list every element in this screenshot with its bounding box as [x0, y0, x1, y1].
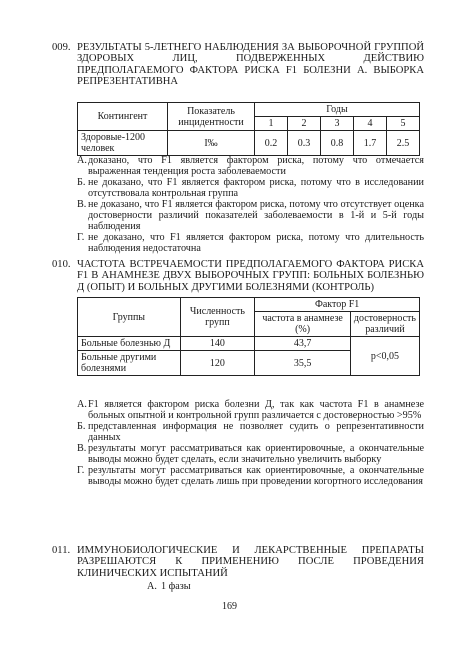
- option-text: не доказано, что F1 является фактором риска, потому что в исследовании отсутствовала контрольная группа: [88, 177, 424, 199]
- year-cell: 3: [321, 117, 354, 131]
- header-count: Численность групп: [180, 298, 255, 337]
- row-indicator: I‰: [168, 131, 255, 156]
- option-text: представленная информация не позволяет судить о репрезентативности данных: [88, 421, 424, 443]
- answers-009: [77, 155, 424, 254]
- option-letter: Б.: [77, 421, 86, 432]
- header-significance: достоверность различий: [350, 312, 419, 337]
- header-frequency: частота в анамнезе (%): [255, 312, 351, 337]
- year-cell: 5: [387, 117, 420, 131]
- option-text: результаты могут рассматриваться как ориентировочные, а окончательные выводы можно будет сделать лишь при проведении когортного исследования: [88, 465, 424, 487]
- option-letter: А.: [77, 155, 87, 166]
- option-text: 1 фазы: [161, 581, 191, 592]
- incidence-table: [77, 102, 420, 156]
- option-letter: Г.: [77, 465, 85, 476]
- question-number: 009.: [52, 42, 71, 53]
- value-cell: 1.7: [354, 131, 387, 156]
- question-009: [52, 42, 424, 87]
- year-cell: 2: [288, 117, 321, 131]
- header-indicator: Показатель инцидентности: [168, 103, 255, 131]
- header-factor: Фактор F1: [255, 298, 420, 312]
- question-title: РЕЗУЛЬТАТЫ 5-ЛЕТНЕГО НАБЛЮДЕНИЯ ЗА ВЫБОРОЧНОЙ ГРУППОЙ ЗДОРОВЫХ ЛИЦ, ПОДВЕРЖЕННЫХ ДЕЙСТВИЮ ПРЕДПОЛАГАЕМОГО ФАКТОРА РИСКА F1 БОЛЕЗНИ А. ВЫБОРКА РЕПРЕЗЕНТАТИВНА: [77, 42, 424, 87]
- page-number: 169: [222, 601, 237, 612]
- answer-option: [77, 155, 424, 177]
- option-letter: А.: [77, 399, 87, 410]
- answer-option: [147, 581, 347, 592]
- option-letter: Б.: [77, 177, 86, 188]
- value-cell: 2.5: [387, 131, 420, 156]
- header-years: Годы: [255, 103, 420, 117]
- question-number: 010.: [52, 259, 71, 270]
- question-number: 011.: [52, 545, 71, 556]
- answer-option: [77, 177, 424, 199]
- header-groups: Группы: [78, 298, 181, 337]
- row-label: Здоровые-1200 человек: [78, 131, 168, 156]
- group-frequency: 35,5: [255, 351, 351, 376]
- value-cell: 0.3: [288, 131, 321, 156]
- year-cell: 1: [255, 117, 288, 131]
- answer-option: [77, 199, 424, 232]
- answer-option: [77, 399, 424, 421]
- question-title: ЧАСТОТА ВСТРЕЧАЕМОСТИ ПРЕДПОЛАГАЕМОГО ФАКТОРА РИСКА F1 В АНАМНЕЗЕ ДВУХ ВЫБОРОЧНЫХ ГРУПП: БОЛЬНЫХ БОЛЕЗНЬЮ Д (ОПЫТ) И БОЛЬНЫХ ДРУГИМИ БОЛЕЗНЯМИ (КОНТРОЛЬ): [77, 259, 424, 293]
- year-cell: 4: [354, 117, 387, 131]
- option-text: не доказано, что F1 является фактором риска, потому что длительность наблюдения недостаточна: [88, 232, 424, 254]
- header-contingent: Контингент: [78, 103, 168, 131]
- option-text: F1 является фактором риска болезни Д, так как частота F1 в анамнезе больных опытной и контрольной групп различается с достоверностью >95%: [88, 399, 424, 421]
- answer-option: [77, 421, 424, 443]
- option-text: не доказано, что F1 является фактором риска, потому что отсутствует оценка достоверности различий показателей заболеваемости в 1-й и 5-й годы наблюдения: [88, 199, 424, 232]
- answer-option: [77, 232, 424, 254]
- group-name: Больные другими болезнями: [78, 351, 181, 376]
- group-count: 140: [180, 337, 255, 351]
- option-text: доказано, что F1 является фактором риска, потому что отмечается выраженная тенденция роста заболеваемости: [88, 155, 424, 177]
- value-cell: 0.2: [255, 131, 288, 156]
- option-letter: А.: [147, 581, 157, 592]
- option-text: результаты могут рассматриваться как ориентировочные, а окончательные выводы можно будет сделать, если значительно увеличить выборку: [88, 443, 424, 465]
- option-letter: Г.: [77, 232, 85, 243]
- answer-option: [77, 443, 424, 465]
- group-name: Больные болезнью Д: [78, 337, 181, 351]
- group-count: 120: [180, 351, 255, 376]
- option-letter: В.: [77, 199, 87, 210]
- option-letter: В.: [77, 443, 87, 454]
- answer-option: [77, 465, 424, 487]
- question-011: [52, 545, 424, 579]
- group-frequency: 43,7: [255, 337, 351, 351]
- significance-value: p<0,05: [350, 337, 419, 376]
- question-title: ИММУНОБИОЛОГИЧЕСКИЕ И ЛЕКАРСТВЕННЫЕ ПРЕПАРАТЫ РАЗРЕШАЮТСЯ К ПРИМЕНЕНИЮ ПОСЛЕ ПРОВЕДЕНИЯ КЛИНИЧЕСКИХ ИСПЫТАНИЙ: [77, 545, 424, 579]
- question-010: [52, 259, 424, 293]
- answers-010: [77, 399, 424, 487]
- value-cell: 0.8: [321, 131, 354, 156]
- frequency-table: [77, 297, 420, 376]
- answers-011: [147, 581, 347, 592]
